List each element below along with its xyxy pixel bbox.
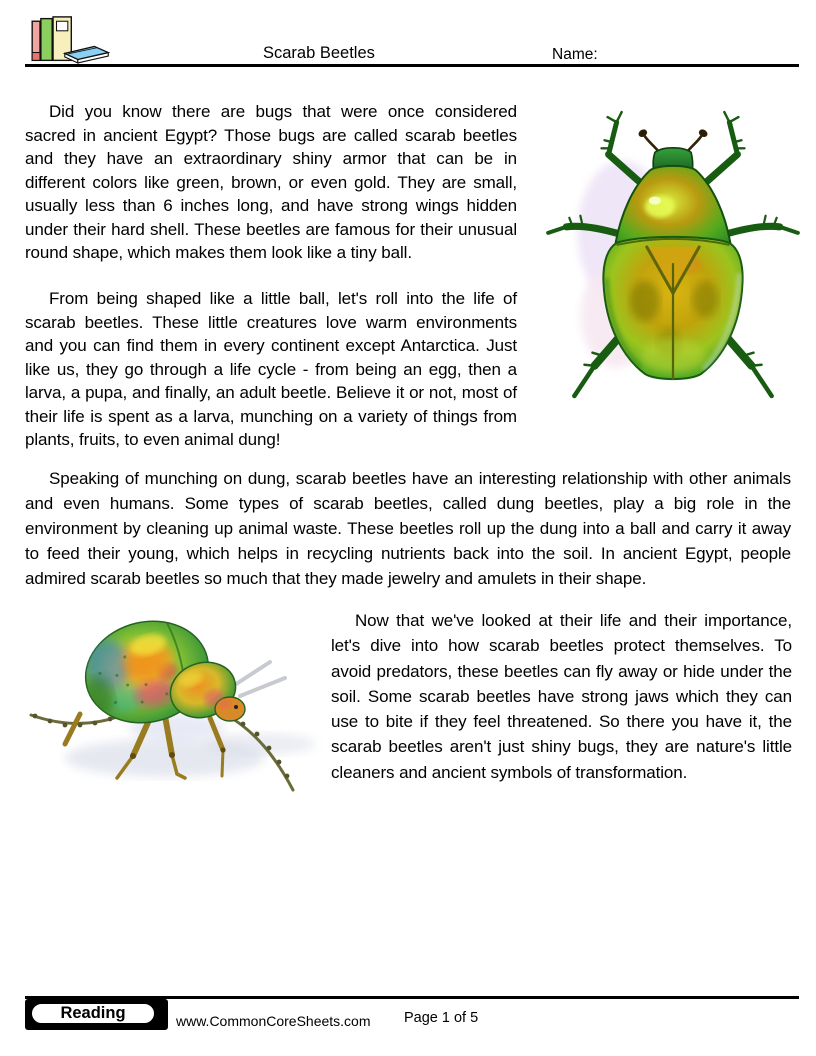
category-badge-label: Reading <box>30 1002 156 1025</box>
category-badge <box>25 999 168 1030</box>
page-number: Page 1 of 5 <box>404 1010 479 1026</box>
website-text: www.CommonCoreSheets.com <box>176 1013 371 1029</box>
page-title: Scarab Beetles <box>263 44 375 62</box>
paragraph-1: Did you know there are bugs that were once considered sacred in ancient Egypt? Those bugs are called scarab beetles and they have an extraordinary shiny armor that can be in different colors like green, brown, or even gold. They are small, usually less than 6 inches long, and have strong wings hidden under their hard shell. These beetles are famous for their unusual round shape, which makes them look like a tiny ball. <box>25 102 517 262</box>
scarab-beetle-top-view-photo <box>542 102 804 404</box>
paragraph-2: From being shaped like a little ball, let's roll into the life of scarab beetles. These little creatures love warm environments and you can find them in every continent except Antarctica. Just like us, they go through a life cycle - from being an egg, then a larva, a pupa, and finally, an adult beetle. Believe it or not, most of their life is spent as a larva, munching on a variety of things from plants, fruits, to even animal dung! <box>25 289 517 449</box>
name-label: Name: <box>552 46 598 63</box>
paragraph-4: Now that we've looked at their life and their importance, let's dive into how scarab beetles protect themselves. To avoid predators, these beetles can fly away or hide under the soil. Some scarab beetles have strong jaws which they can use to bite if they feel threatened. So there you have it, the scarab beetles aren't just shiny bugs, they are nature's little cleaners and ancient symbols of transformation. <box>331 611 792 782</box>
iridescent-beetle-side-view-photo <box>25 606 325 806</box>
header-divider <box>25 64 799 67</box>
paragraph-3: Speaking of munching on dung, scarab beetles have an interesting relationship with other animals and even humans. Some types of scarab beetles, called dung beetles, play a big role in the environment by cleaning up animal waste. These beetles roll up the dung into a ball and carry it away to feed their young, which helps in recycling nutrients back into the soil. In ancient Egypt, people admired scarab beetles so much that they made jewelry and amulets in their shape. <box>25 469 791 588</box>
books-icon <box>30 13 110 66</box>
